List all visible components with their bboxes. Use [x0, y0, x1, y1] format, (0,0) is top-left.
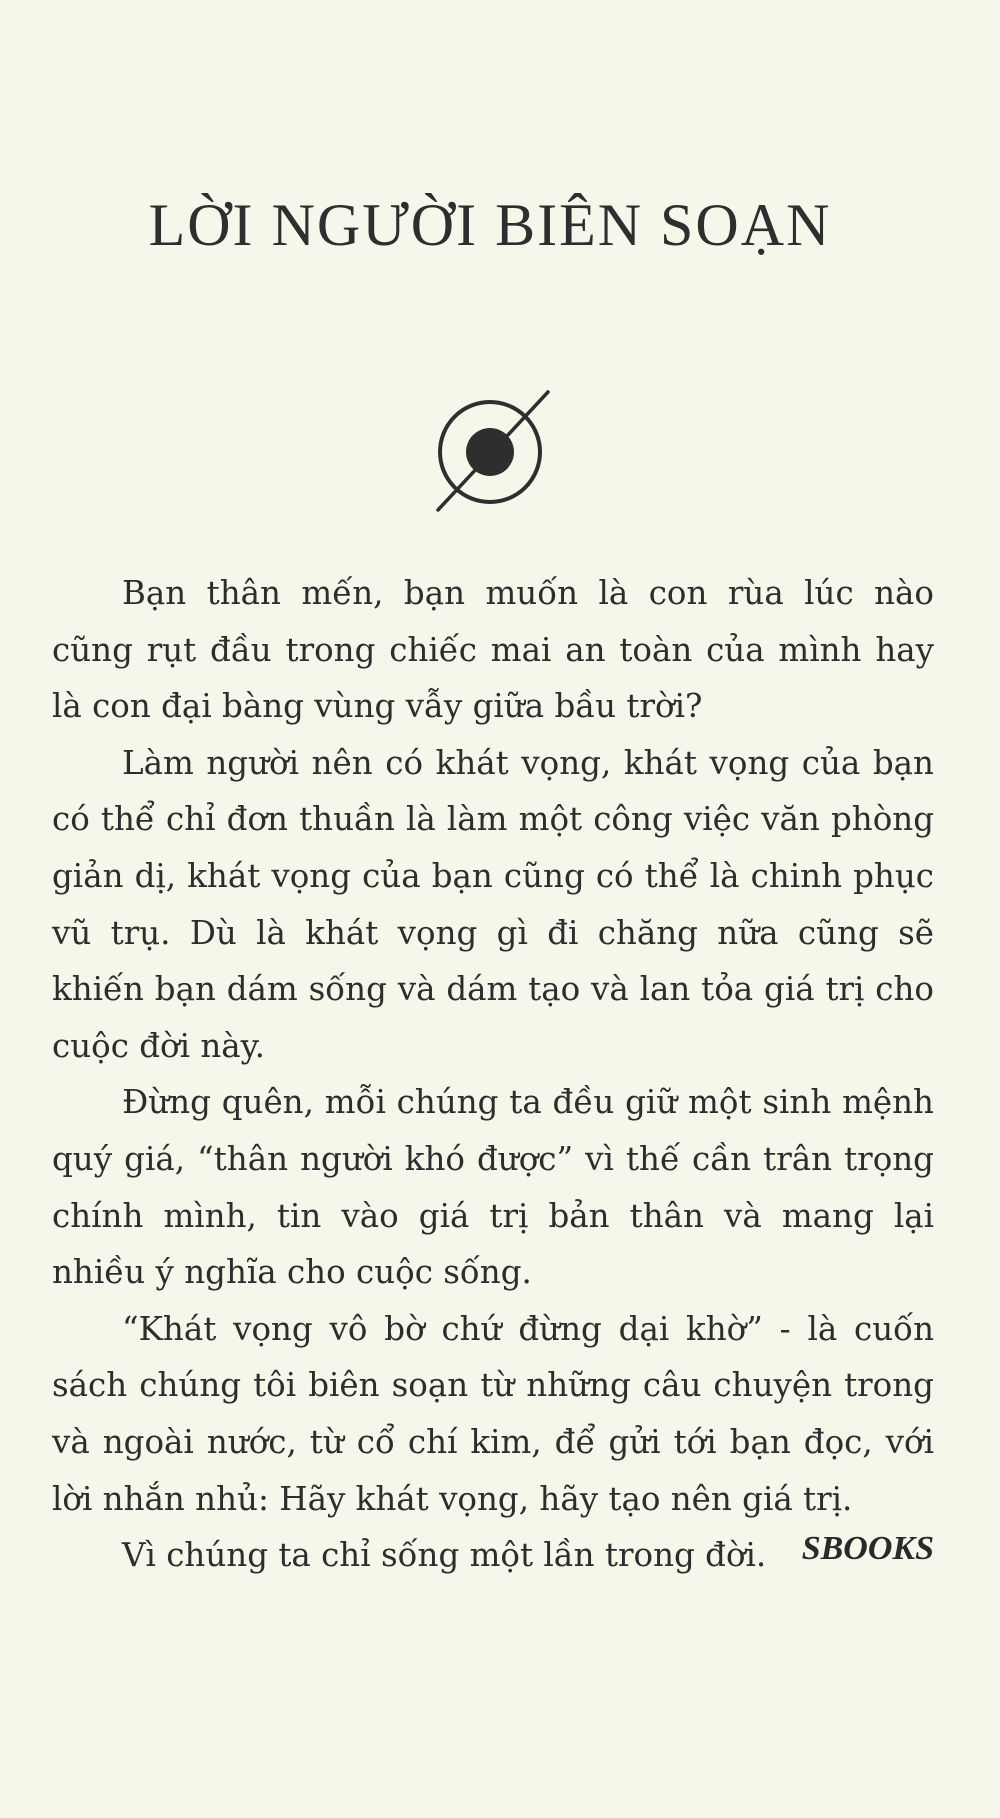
- page-title: LỜI NGƯỜI BIÊN SOẠN: [148, 192, 832, 258]
- signature: SBOOKS: [801, 1530, 934, 1567]
- paragraph: Bạn thân mến, bạn muốn là con rùa lúc nào cũng rụt đầu trong chiếc mai an toàn của mình hay là con đại bàng vùng vẫy giữa bầu trời?: [52, 574, 934, 726]
- paragraph: Làm người nên có khát vọng, khát vọng của bạn có thể chỉ đơn thuần là làm một công việc văn phòng giản dị, khát vọng của bạn cũng có thể là chinh phục vũ trụ. Dù là khát vọng gì đi chăng nữa cũng sẽ khiến bạn dám sống và dám tạo và lan tỏa giá trị cho cuộc đời này.: [52, 743, 934, 1065]
- paragraph: Đừng quên, mỗi chúng ta đều giữ một sinh mệnh quý giá, “thân người khó được” vì thế cần trân trọng chính mình, tin vào giá trị bản thân và mang lại nhiều ý nghĩa cho cuộc sống.: [52, 1083, 934, 1292]
- circle-slash-emblem-icon: [430, 388, 555, 513]
- paragraph: “Khát vọng vô bờ chứ đừng dại khờ” - là cuốn sách chúng tôi biên soạn từ những câu chuyện trong và ngoài nước, từ cổ chí kim, để gửi tới bạn đọc, với lời nhắn nhủ: Hãy khát vọng, hãy tạo nên giá trị.: [52, 1309, 934, 1518]
- paragraph: Vì chúng ta chỉ sống một lần trong đời.: [122, 1536, 767, 1575]
- body-text: [52, 565, 934, 1584]
